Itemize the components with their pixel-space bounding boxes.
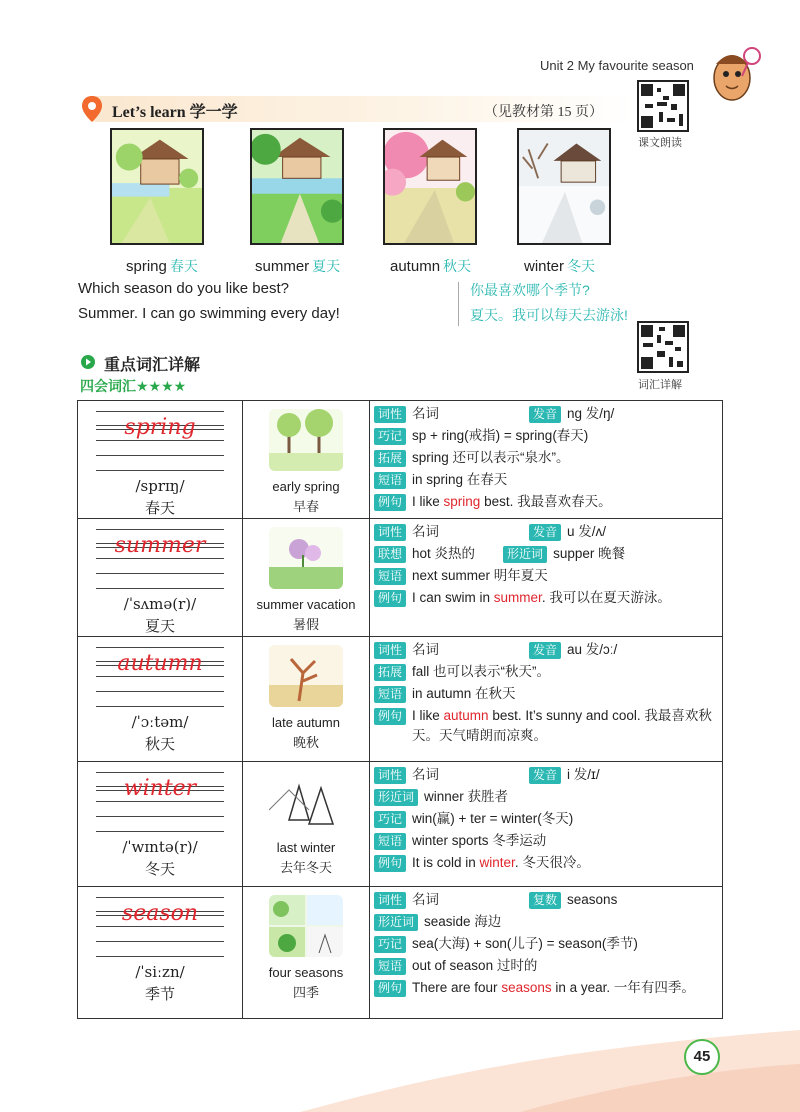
- qr-code-icon[interactable]: [637, 321, 689, 373]
- tag-label: 词性: [374, 892, 406, 909]
- note-text: fall 也可以表示“秋天”。: [412, 664, 551, 679]
- section-title: 重点词汇详解: [104, 357, 201, 374]
- play-circle-icon: [80, 354, 96, 370]
- table-row: [78, 519, 723, 637]
- chinese-meaning: 秋天: [144, 736, 175, 753]
- tag-label: 发音: [529, 406, 561, 423]
- season-caption: autumn 秋天: [390, 258, 472, 275]
- tag-label: 例句: [374, 980, 406, 997]
- part-of-speech: 名词: [412, 767, 440, 782]
- season-caption: spring 春天: [126, 258, 198, 275]
- pronunciation: ng 发/ŋ/: [567, 406, 615, 421]
- tag-label: 拓展: [374, 450, 406, 467]
- notes-cell: [370, 887, 723, 1019]
- note-text: hot 炎热的: [412, 546, 476, 561]
- tag-label: 词性: [374, 406, 406, 423]
- picture-cell: [243, 519, 370, 637]
- notes-cell: [370, 401, 723, 519]
- phrase-english: summer vacation: [256, 597, 356, 612]
- chinese-meaning: 冬天: [144, 861, 175, 878]
- word-cell: [78, 401, 243, 519]
- summer-picture: [250, 128, 344, 245]
- section-subtitle: 四会词汇★★★★: [80, 378, 187, 394]
- tag-label: 发音: [529, 524, 561, 541]
- qr-caption: 课文朗读: [638, 137, 682, 149]
- phrase-chinese: 去年冬天: [279, 860, 332, 875]
- word-cell: [78, 762, 243, 887]
- qr-code-icon[interactable]: [637, 80, 689, 132]
- phrase-chinese: 晚秋: [292, 735, 319, 750]
- picture-cell: [243, 762, 370, 887]
- phonetic: /ˈɔːtəm/: [131, 713, 189, 731]
- answer-english: Summer. I can go swimming every day!: [78, 305, 340, 322]
- tag-label: 短语: [374, 958, 406, 975]
- page-number: 45: [684, 1039, 720, 1075]
- tag-label: 拓展: [374, 664, 406, 681]
- phonetic: /sprɪŋ/: [135, 477, 185, 495]
- note-text: in spring 在春天: [412, 472, 508, 487]
- tag-label: 短语: [374, 686, 406, 703]
- headword: spring: [96, 415, 224, 430]
- tag-label: 词性: [374, 524, 406, 541]
- word-cell: [78, 887, 243, 1019]
- summer-vacation-image: [269, 527, 343, 589]
- chinese-meaning: 春天: [144, 500, 175, 517]
- mascot-icon: [708, 42, 762, 104]
- part-of-speech: 名词: [412, 524, 440, 539]
- notes-cell: [370, 519, 723, 637]
- note-text: in autumn 在秋天: [412, 686, 516, 701]
- tag-label: 巧记: [374, 936, 406, 953]
- note-text: supper 晚餐: [553, 546, 626, 561]
- example-text: I like spring best. 我最喜欢春天。: [412, 494, 612, 509]
- tag-label: 形近词: [503, 546, 547, 563]
- part-of-speech: 名词: [412, 406, 440, 421]
- tag-label: 形近词: [374, 914, 418, 931]
- writing-lines: [96, 897, 224, 957]
- tag-label: 联想: [374, 546, 406, 563]
- writing-lines: [96, 647, 224, 707]
- phrase-english: late autumn: [272, 715, 340, 730]
- tag-label: 形近词: [374, 789, 418, 806]
- tag-label: 发音: [529, 642, 561, 659]
- word-cell: [78, 637, 243, 762]
- phonetic: /ˈsiːzn/: [135, 963, 185, 981]
- picture-cell: [243, 637, 370, 762]
- pronunciation: u 发/ʌ/: [567, 524, 607, 539]
- headword: season: [96, 901, 224, 916]
- notes-cell: [370, 762, 723, 887]
- pronunciation: au 发/ɔː/: [567, 642, 618, 657]
- tag-label: 短语: [374, 833, 406, 850]
- tag-label: 例句: [374, 708, 406, 725]
- note-text: next summer 明年夏天: [412, 568, 548, 583]
- learn-title: Let’s learn 学一学: [112, 104, 238, 121]
- writing-lines: [96, 529, 224, 589]
- writing-lines: [96, 772, 224, 832]
- example-text: I can swim in summer. 我可以在夏天游泳。: [412, 590, 671, 605]
- table-row: [78, 637, 723, 762]
- tag-label: 短语: [374, 568, 406, 585]
- last-winter-image: [269, 770, 343, 832]
- phrase-chinese: 早春: [292, 499, 319, 514]
- tag-label: 词性: [374, 767, 406, 784]
- picture-cell: [243, 401, 370, 519]
- note-text: sea(大海) + son(儿子) = season(季节): [412, 936, 638, 951]
- table-row: [78, 401, 723, 519]
- phonetic: /ˈsʌmə(r)/: [123, 595, 197, 613]
- textbook-reference: （见教材第 15 页）: [484, 105, 603, 120]
- four-seasons-image: [269, 895, 343, 957]
- spring-picture: [110, 128, 204, 245]
- tag-label: 复数: [529, 892, 561, 909]
- early-spring-image: [269, 409, 343, 471]
- chinese-meaning: 夏天: [144, 618, 175, 635]
- phrase-chinese: 四季: [292, 985, 319, 1000]
- picture-cell: [243, 887, 370, 1019]
- unit-heading: Unit 2 My favourite season: [540, 58, 694, 73]
- chinese-meaning: 季节: [144, 986, 175, 1003]
- notes-cell: [370, 637, 723, 762]
- answer-chinese: 夏天。我可以每天去游泳!: [470, 307, 628, 323]
- qr-caption: 词汇详解: [638, 379, 682, 391]
- vocabulary-table: [77, 400, 723, 1019]
- example-text: There are four seasons in a year. 一年有四季。: [412, 980, 695, 995]
- autumn-picture: [383, 128, 477, 245]
- note-text: winter sports 冬季运动: [412, 833, 547, 848]
- tag-label: 巧记: [374, 428, 406, 445]
- table-row: [78, 762, 723, 887]
- phonetic: /ˈwɪntə(r)/: [122, 838, 198, 856]
- divider: [458, 282, 459, 326]
- tag-label: 巧记: [374, 811, 406, 828]
- phrase-chinese: 暑假: [292, 617, 319, 632]
- headword: winter: [96, 776, 224, 791]
- part-of-speech: 名词: [412, 892, 440, 907]
- note-text: sp + ring(戒指) = spring(春天): [412, 428, 589, 443]
- note-text: winner 获胜者: [424, 789, 509, 804]
- example-text: I like autumn best. It’s sunny and cool. 我最喜欢秋天。天气晴朗而凉爽。: [412, 708, 712, 743]
- decorative-wave: [0, 1010, 800, 1112]
- tag-label: 短语: [374, 472, 406, 489]
- pronunciation: i 发/ɪ/: [567, 767, 600, 782]
- question-english: Which season do you like best?: [78, 280, 289, 297]
- late-autumn-image: [269, 645, 343, 707]
- phrase-english: early spring: [272, 479, 340, 494]
- phrase-english: last winter: [276, 840, 336, 855]
- phrase-english: four seasons: [268, 965, 344, 980]
- note-text: win(赢) + ter = winter(冬天): [412, 811, 574, 826]
- tag-label: 例句: [374, 590, 406, 607]
- headword: autumn: [96, 651, 224, 666]
- table-row: [78, 887, 723, 1019]
- winter-picture: [517, 128, 611, 245]
- note-text: seaside 海边: [424, 914, 502, 929]
- note-text: spring 还可以表示“泉水”。: [412, 450, 570, 465]
- tag-label: 例句: [374, 855, 406, 872]
- part-of-speech: 名词: [412, 642, 440, 657]
- tag-label: 词性: [374, 642, 406, 659]
- writing-lines: [96, 411, 224, 471]
- word-cell: [78, 519, 243, 637]
- season-caption: winter 冬天: [524, 258, 596, 275]
- example-text: It is cold in winter. 冬天很冷。: [412, 855, 590, 870]
- tag-label: 例句: [374, 494, 406, 511]
- tag-label: 发音: [529, 767, 561, 784]
- plural-form: seasons: [567, 892, 618, 907]
- headword: summer: [96, 533, 224, 548]
- season-caption: summer 夏天: [255, 258, 341, 275]
- note-text: out of season 过时的: [412, 958, 538, 973]
- question-chinese: 你最喜欢哪个季节?: [470, 282, 590, 298]
- location-pin-icon: [80, 95, 104, 123]
